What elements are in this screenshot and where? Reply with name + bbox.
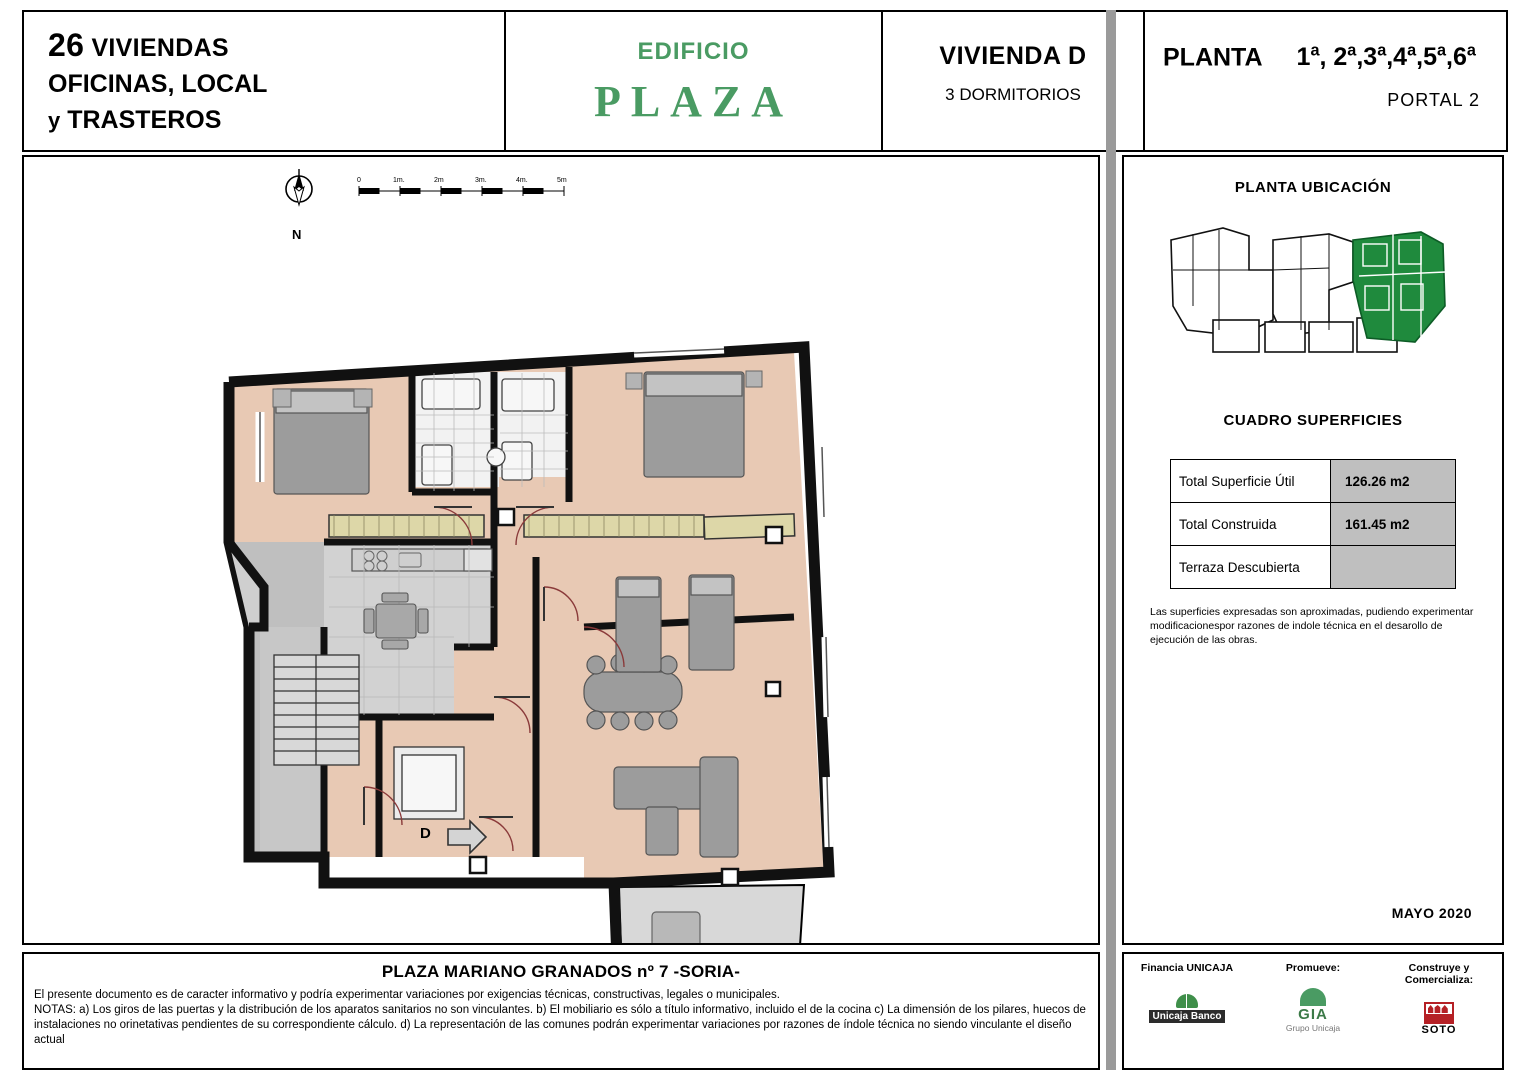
soto-mark-icon: [1424, 1002, 1454, 1024]
brand-construye-role: Construye y Comercializa:: [1404, 962, 1474, 986]
project-line-3-prefix: y: [48, 108, 61, 133]
svg-text:1m.: 1m.: [393, 177, 405, 184]
floor-label: PLANTA: [1163, 43, 1263, 72]
unit-subtitle: 3 DORMITORIOS: [945, 85, 1081, 104]
unicaja-logo-text: Unicaja Banco: [1149, 1010, 1226, 1023]
title-block: [22, 10, 1508, 152]
north-compass-icon: [269, 167, 329, 227]
floor-plan-panel: [22, 155, 1100, 945]
svg-text:4m.: 4m.: [516, 177, 528, 184]
footer-disclaimer: El presente documento es de caracter informativo y podría experimentar variaciones por exigencias técnicas, constructivas, legales o municipales.: [34, 989, 780, 1001]
portal-label: PORTAL 2: [1387, 90, 1480, 111]
svg-text:5m: 5m: [557, 177, 567, 184]
table-row: [1171, 546, 1456, 589]
info-panel: [1122, 155, 1504, 945]
footer-notes: NOTAS: a) Los giros de las puertas y la distribución de los aparatos sanitarios no son vinculantes. b) El mobiliario es sólo a título informativo, incluido el de la cocina c) La dimensión de los pilares, huecos de instalaciones no orinetativas pendientes de su correspondiente cálculo. d) La representación de las comunes podrán experimentar variaciones por razones de índole técnica no siendo vinculante el diseño actual: [34, 1004, 1086, 1046]
surface-label-terraza: Terraza Descubierta: [1171, 546, 1331, 589]
floor-identity: [1145, 12, 1506, 150]
brand-promueve-role: Promueve:: [1285, 962, 1341, 974]
dwelling-count-label: VIVIENDAS: [91, 34, 229, 62]
unicaja-leaf-icon: [1176, 994, 1198, 1008]
scale-bar: [349, 173, 589, 203]
north-label: N: [292, 227, 302, 242]
surface-value-construida: 161.45 m2: [1331, 503, 1456, 546]
gia-logo-text: GIA: [1298, 1006, 1328, 1023]
soto-logo: [1376, 1002, 1502, 1036]
table-row: [1171, 460, 1456, 503]
brand-construye: [1376, 954, 1502, 1068]
building-name: PLAZA: [593, 77, 794, 126]
floor-plan-drawing: [24, 157, 1098, 943]
entrance-door-label: D: [420, 825, 431, 842]
gia-logo: [1250, 988, 1376, 1033]
surfaces-table: [1170, 459, 1456, 589]
project-line-2: OFICINAS, LOCAL: [48, 70, 268, 98]
soto-logo-text: SOTO: [1421, 1024, 1457, 1036]
panel-divider: [1106, 10, 1116, 1070]
key-plan: [1153, 210, 1473, 370]
surfaces-title: CUADRO SUPERFICIES: [1223, 412, 1403, 429]
brand-promueve: [1250, 954, 1376, 1068]
gia-logo-subtext: Grupo Unicaja: [1285, 1023, 1341, 1033]
surface-label-utile: Total Superficie Útil: [1171, 460, 1331, 503]
plan-date: MAYO 2020: [1391, 905, 1472, 921]
building-label: EDIFICIO: [637, 38, 750, 65]
surface-label-construida: Total Construida: [1171, 503, 1331, 546]
project-line-3: TRASTEROS: [67, 106, 222, 134]
floor-values: 1$^a$, 2$^a$,3$^a$,4$^a$,5$^a$,6$^a$: [1296, 42, 1476, 72]
brand-financia-role: Financia UNICAJA: [1140, 962, 1234, 974]
brand-financia: [1124, 954, 1250, 1068]
unit-title: VIVIENDA D: [939, 42, 1087, 70]
svg-text:3m.: 3m.: [475, 177, 487, 184]
surface-value-terraza: [1331, 546, 1456, 589]
dwelling-count: 26: [48, 27, 85, 63]
building-identity: [506, 12, 883, 150]
svg-text:2m: 2m: [434, 177, 444, 184]
footer-legal: [22, 952, 1100, 1070]
footer-brands: [1122, 952, 1504, 1070]
project-address: PLAZA MARIANO GRANADOS nº 7 -SORIA-: [381, 962, 741, 981]
table-row: [1171, 503, 1456, 546]
surfaces-note: Las superficies expresadas son aproximadas, pudiendo experimentar modificacionespor razones de indole técnica en el desarollo de ejecución de las obras.: [1150, 606, 1474, 646]
unicaja-logo: [1124, 994, 1250, 1023]
project-summary: [24, 12, 506, 150]
svg-text:0: 0: [357, 177, 361, 184]
location-plan-title: PLANTA UBICACIÓN: [1234, 179, 1392, 196]
gia-fan-icon: [1300, 988, 1326, 1006]
surface-value-utile: 126.26 m2: [1331, 460, 1456, 503]
apartment-plan-svg: [24, 157, 1098, 943]
